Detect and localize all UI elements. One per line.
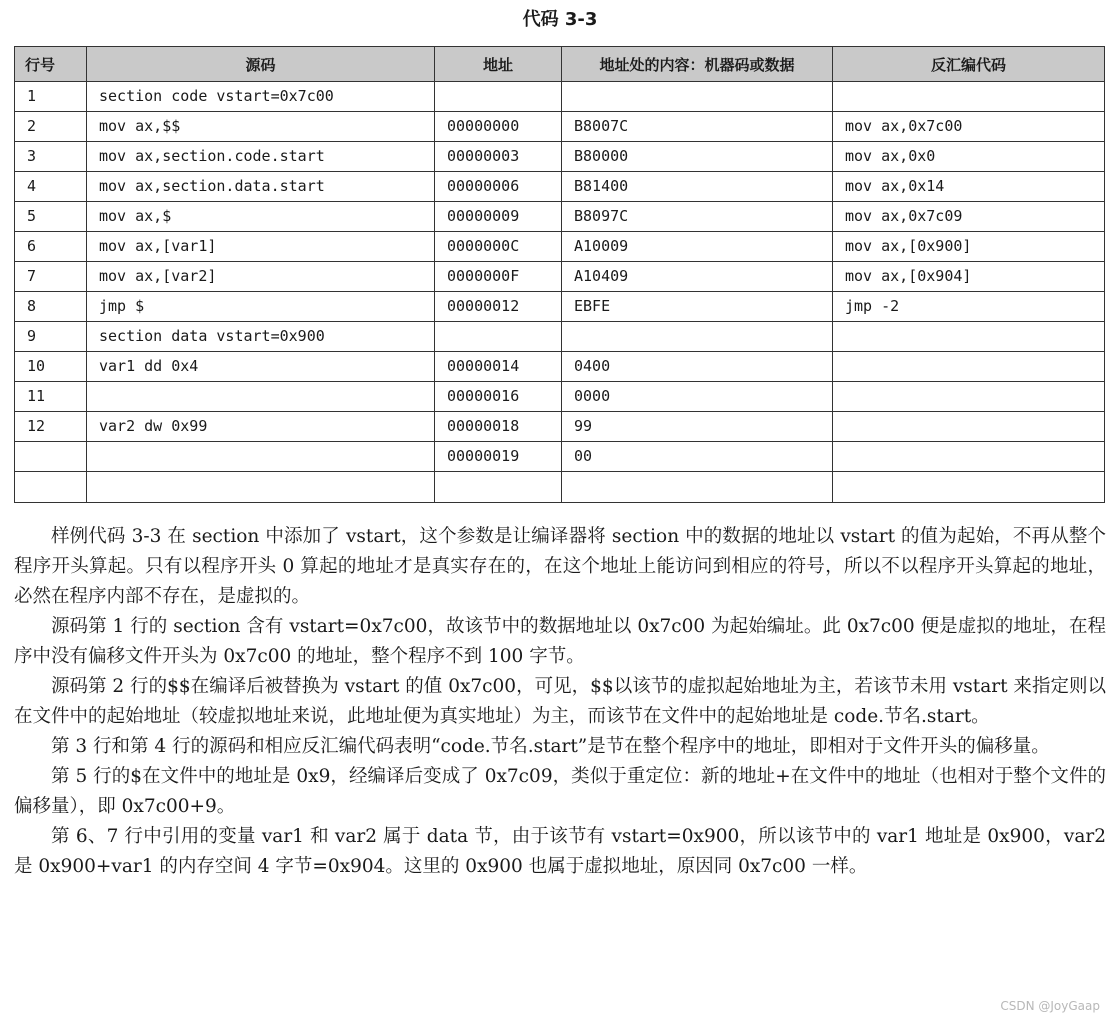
cell-content: B81400 xyxy=(562,172,833,202)
cell-source: mov ax,$$ xyxy=(87,112,435,142)
cell-content: A10409 xyxy=(562,262,833,292)
header-line-no: 行号 xyxy=(15,47,87,82)
cell-address xyxy=(435,472,562,503)
cell-line: 9 xyxy=(15,322,87,352)
cell-address: 00000000 xyxy=(435,112,562,142)
body-text xyxy=(14,522,1106,882)
cell-line: 7 xyxy=(15,262,87,292)
table-row xyxy=(15,442,1105,472)
cell-address: 00000009 xyxy=(435,202,562,232)
cell-source: mov ax,[var2] xyxy=(87,262,435,292)
table-row xyxy=(15,232,1105,262)
cell-line: 6 xyxy=(15,232,87,262)
cell-address: 00000016 xyxy=(435,382,562,412)
cell-line: 12 xyxy=(15,412,87,442)
cell-line: 4 xyxy=(15,172,87,202)
cell-content: 99 xyxy=(562,412,833,442)
cell-address: 00000019 xyxy=(435,442,562,472)
cell-address: 00000012 xyxy=(435,292,562,322)
watermark: CSDN @JoyGaap xyxy=(1000,999,1100,1013)
cell-disasm: mov ax,[0x904] xyxy=(833,262,1105,292)
header-disasm: 反汇编代码 xyxy=(833,47,1105,82)
cell-source: mov ax,section.code.start xyxy=(87,142,435,172)
cell-disasm: mov ax,[0x900] xyxy=(833,232,1105,262)
table-row xyxy=(15,172,1105,202)
table-row xyxy=(15,382,1105,412)
table-row xyxy=(15,322,1105,352)
cell-disasm xyxy=(833,472,1105,503)
cell-disasm xyxy=(833,352,1105,382)
table-row xyxy=(15,412,1105,442)
cell-disasm xyxy=(833,322,1105,352)
table-row xyxy=(15,112,1105,142)
table-row xyxy=(15,202,1105,232)
cell-source: var2 dw 0x99 xyxy=(87,412,435,442)
cell-content xyxy=(562,82,833,112)
cell-line: 5 xyxy=(15,202,87,232)
cell-address xyxy=(435,322,562,352)
paragraph: 样例代码 3-3 在 section 中添加了 vstart，这个参数是让编译器将 section 中的数据的地址以 vstart 的值为起始，不再从整个程序开头算起。只有以程序开头 0 算起的地址才是真实存在的，在这个地址上能访问到相应的符号，所以不以程序开头算起的地址，必然在程序内部不存在，是虚拟的。 xyxy=(14,526,1106,607)
table-row xyxy=(15,82,1105,112)
cell-content: B80000 xyxy=(562,142,833,172)
paragraph: 源码第 2 行的$$在编译后被替换为 vstart 的值 0x7c00，可见，$$以该节的虚拟起始地址为主，若该节未用 vstart 来指定则以在文件中的起始地址（较虚拟地址来说，此地址便为真实地址）为主，而该节在文件中的起始地址是 code.节名.start。 xyxy=(14,676,1106,727)
cell-source xyxy=(87,382,435,412)
cell-source: mov ax,section.data.start xyxy=(87,172,435,202)
cell-content: B8097C xyxy=(562,202,833,232)
cell-disasm xyxy=(833,382,1105,412)
table-row xyxy=(15,352,1105,382)
cell-address: 0000000F xyxy=(435,262,562,292)
cell-line xyxy=(15,472,87,503)
table-row xyxy=(15,142,1105,172)
cell-line xyxy=(15,442,87,472)
cell-content: 0000 xyxy=(562,382,833,412)
table-row xyxy=(15,292,1105,322)
cell-disasm xyxy=(833,82,1105,112)
cell-line: 1 xyxy=(15,82,87,112)
cell-content: 0400 xyxy=(562,352,833,382)
cell-source: section data vstart=0x900 xyxy=(87,322,435,352)
cell-disasm: mov ax,0x7c00 xyxy=(833,112,1105,142)
cell-source xyxy=(87,472,435,503)
cell-address: 00000018 xyxy=(435,412,562,442)
cell-address: 0000000C xyxy=(435,232,562,262)
table-row xyxy=(15,262,1105,292)
table-header-row xyxy=(15,47,1105,82)
cell-address: 00000006 xyxy=(435,172,562,202)
cell-content xyxy=(562,472,833,503)
header-address: 地址 xyxy=(435,47,562,82)
cell-source: var1 dd 0x4 xyxy=(87,352,435,382)
cell-content xyxy=(562,322,833,352)
code-table xyxy=(14,46,1105,503)
cell-address xyxy=(435,82,562,112)
paragraph: 第 3 行和第 4 行的源码和相应反汇编代码表明“code.节名.start”是节在整个程序中的地址，即相对于文件开头的偏移量。 xyxy=(51,736,1050,757)
cell-content: EBFE xyxy=(562,292,833,322)
cell-line: 2 xyxy=(15,112,87,142)
cell-source xyxy=(87,442,435,472)
cell-line: 10 xyxy=(15,352,87,382)
cell-content: 00 xyxy=(562,442,833,472)
cell-content: B8007C xyxy=(562,112,833,142)
cell-line: 8 xyxy=(15,292,87,322)
cell-disasm: jmp -2 xyxy=(833,292,1105,322)
paragraph: 第 5 行的$在文件中的地址是 0x9，经编译后变成了 0x7c09，类似于重定位：新的地址+在文件中的地址（也相对于整个文件的偏移量），即 0x7c00+9。 xyxy=(14,766,1106,817)
cell-disasm: mov ax,0x7c09 xyxy=(833,202,1105,232)
cell-address: 00000003 xyxy=(435,142,562,172)
paragraph: 源码第 1 行的 section 含有 vstart=0x7c00，故该节中的数据地址以 0x7c00 为起始编址。此 0x7c00 便是虚拟的地址，在程序中没有偏移文件开头为 0x7c00 的地址，整个程序不到 100 字节。 xyxy=(14,616,1106,667)
cell-source: mov ax,[var1] xyxy=(87,232,435,262)
cell-address: 00000014 xyxy=(435,352,562,382)
code-caption: 代码 3-3 xyxy=(522,9,598,30)
table-row xyxy=(15,472,1105,503)
cell-source: mov ax,$ xyxy=(87,202,435,232)
cell-disasm xyxy=(833,412,1105,442)
cell-source: jmp $ xyxy=(87,292,435,322)
cell-line: 11 xyxy=(15,382,87,412)
cell-disasm: mov ax,0x0 xyxy=(833,142,1105,172)
header-source: 源码 xyxy=(87,47,435,82)
header-content: 地址处的内容：机器码或数据 xyxy=(562,47,833,82)
cell-content: A10009 xyxy=(562,232,833,262)
cell-line: 3 xyxy=(15,142,87,172)
cell-disasm: mov ax,0x14 xyxy=(833,172,1105,202)
cell-disasm xyxy=(833,442,1105,472)
paragraph: 第 6、7 行中引用的变量 var1 和 var2 属于 data 节，由于该节有 vstart=0x900，所以该节中的 var1 地址是 0x900，var2 是 0x900+var1 的内存空间 4 字节=0x904。这里的 0x900 也属于虚拟地址，原因同 0x7c00 一样。 xyxy=(14,826,1106,877)
cell-source: section code vstart=0x7c00 xyxy=(87,82,435,112)
